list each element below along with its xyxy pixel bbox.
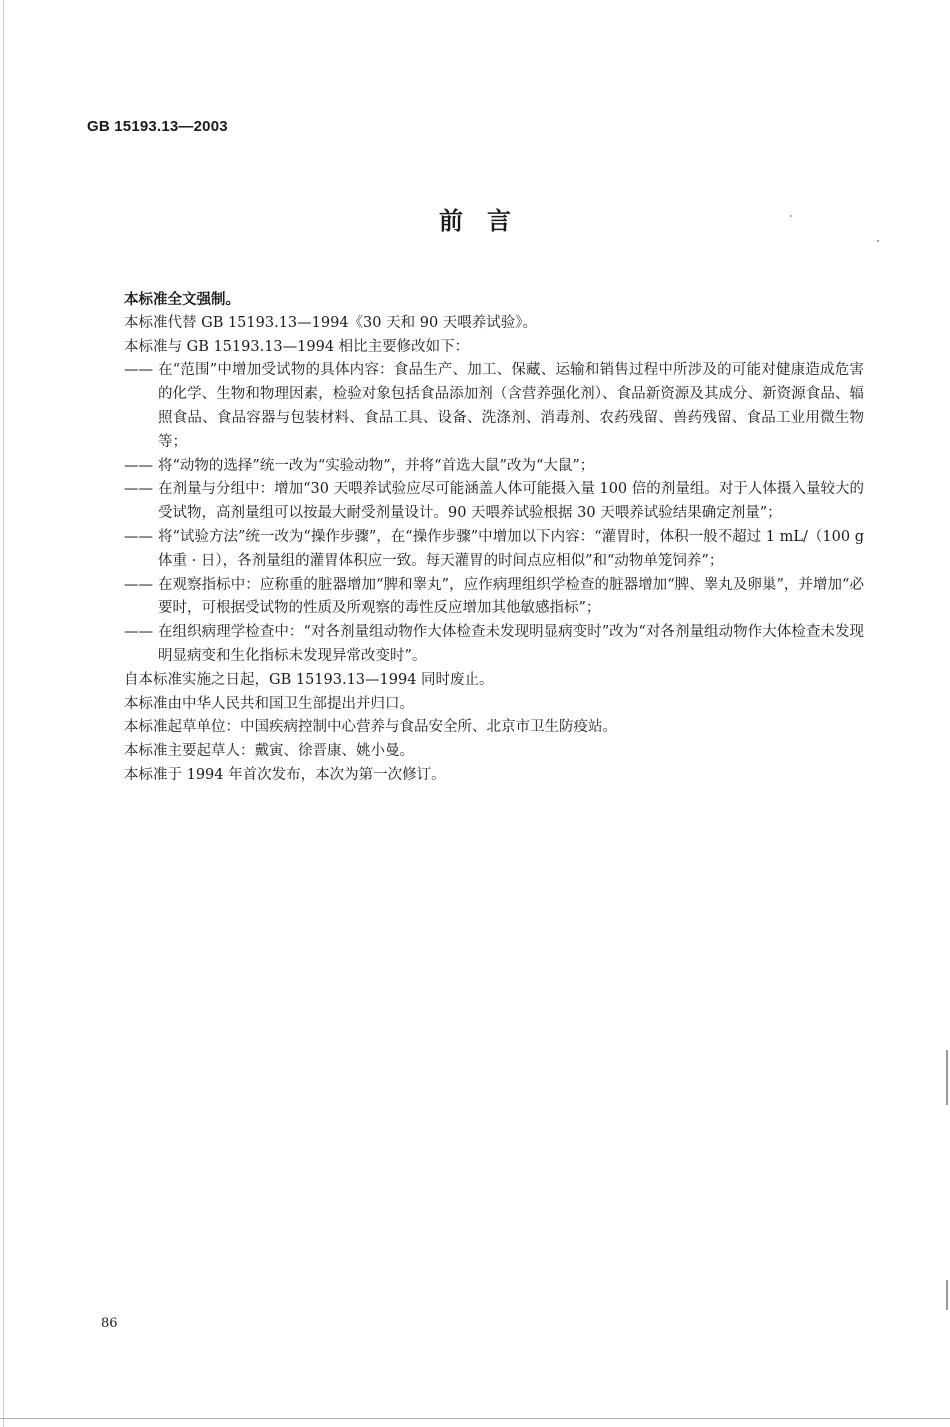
scan-border-bottom: [0, 1418, 950, 1419]
change-item: [124, 621, 864, 669]
change-text: 在“范围”中增加受试物的具体内容：食品生产、加工、保藏、运输和销售过程中所涉及的可能对健康造成危害的化学、生物和物理因素，检验对象包括食品添加剂（含营养强化剂）、食品新资源及其成分、新资源食品、辐照食品、食品容器与包装材料、食品工具、设备、洗涤剂、消毒剂、农药残留、兽药残留、食品工业用微生物等；: [158, 362, 864, 450]
scan-mark-right-2: [946, 1280, 948, 1310]
change-item: [124, 526, 864, 574]
change-text: 在剂量与分组中：增加“30 天喂养试验应尽可能涵盖人体可能摄入量 100 倍的剂量组。对于人体摄入量较大的受试物，高剂量组可以按最大耐受剂量设计。90 天喂养试验根据 30 天喂养试验结果确定剂量”；: [158, 481, 864, 522]
effective-statement: 自本标准实施之日起，GB 15193.13—1994 同时废止。: [124, 671, 494, 688]
page-title: 前 言: [439, 207, 511, 235]
scan-speck: [877, 240, 879, 242]
drafting-units-statement: 本标准起草单位：中国疾病控制中心营养与食品安全所、北京市卫生防疫站。: [124, 719, 617, 736]
change-dash: ——: [124, 576, 153, 593]
replaces-statement: 本标准代替 GB 15193.13—1994《30 天和 90 天喂养试验》。: [124, 314, 538, 331]
page-number: 86: [101, 1316, 118, 1331]
change-text: 将“动物的选择”统一改为“实验动物”，并将“首选大鼠”改为“大鼠”；: [158, 457, 595, 474]
mandatory-statement: 本标准全文强制。: [124, 291, 240, 308]
change-text: 将“试验方法”统一改为“操作步骤”，在“操作步骤”中增加以下内容：“灌胃时，体积一般不超过 1 mL/（100 g 体重 · 日），各剂量组的灌胃体积应一致。每天灌胃的时间点应相似”和“动物单笼饲养”；: [158, 528, 864, 569]
change-dash: ——: [124, 457, 153, 474]
change-item: [124, 478, 864, 526]
proposed-by-statement: 本标准由中华人民共和国卫生部提出并归口。: [124, 695, 414, 712]
standard-code: GB 15193.13—2003: [87, 118, 228, 135]
drafters-statement: 本标准主要起草人：戴寅、徐晋康、姚小曼。: [124, 743, 414, 760]
change-dash: ——: [124, 624, 153, 641]
change-dash: ——: [124, 362, 153, 379]
scan-mark-right-1: [946, 1050, 948, 1105]
foreword-body: [124, 288, 864, 788]
change-item: [124, 455, 864, 479]
history-statement: 本标准于 1994 年首次发布，本次为第一次修订。: [124, 766, 446, 783]
change-text: 在观察指标中：应称重的脏器增加“脾和睾丸”，应作病理组织学检查的脏器增加“脾、睾丸及卵巢”，并增加“必要时，可根据受试物的性质及所观察的毒性反应增加其他敏感指标”；: [158, 576, 864, 617]
change-text: 在组织病理学检查中：“对各剂量组动物作大体检查未发现明显病变时”改为“对各剂量组动物作大体检查未发现明显病变和生化指标未发现异常改变时”。: [158, 624, 864, 664]
change-item: [124, 574, 864, 622]
change-dash: ——: [124, 528, 153, 545]
change-item: [124, 359, 864, 454]
change-dash: ——: [124, 481, 153, 498]
changes-lead: 本标准与 GB 15193.13—1994 相比主要修改如下：: [124, 338, 470, 355]
